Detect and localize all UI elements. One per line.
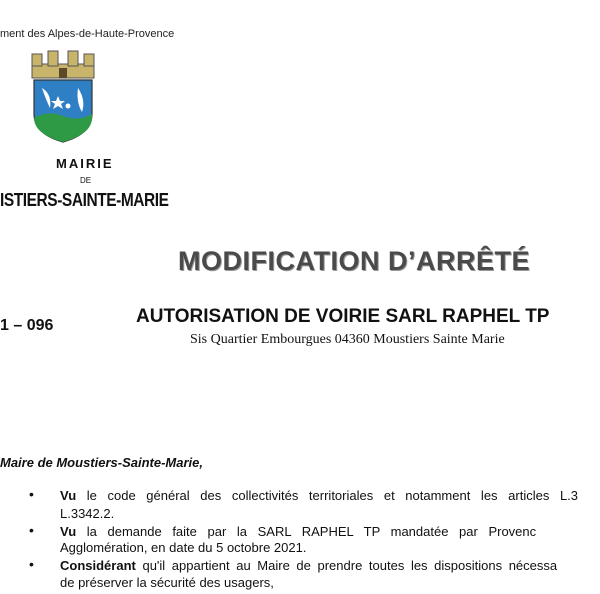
item-text-continued: de préserver la sécurité des usagers, xyxy=(60,575,274,590)
department-line: ment des Alpes-de-Haute-Provence xyxy=(0,28,175,40)
item-text-continued: L.3342.2. xyxy=(60,506,115,521)
document-address: Sis Quartier Embourgues 04360 Moustiers Sainte Marie xyxy=(190,332,505,347)
item-text: la demande faite par la SARL RAPHEL TP mandatée par Provenc xyxy=(86,524,537,539)
item-text: qu'il appartient au Maire de prendre toutes les dispositions nécessa xyxy=(142,558,558,573)
item-lead: Vu xyxy=(60,524,77,539)
list-item xyxy=(60,488,578,503)
item-text: le code général des collectivités territoriales et notamment les articles L.3 xyxy=(86,488,579,503)
item-lead: Considérant xyxy=(60,558,136,573)
mairie-label: MAIRIE xyxy=(56,156,114,171)
arrete-number: 1 – 096 xyxy=(0,317,54,334)
commune-name: ISTIERS-SAINTE-MARIE xyxy=(0,190,169,210)
preamble: Maire de Moustiers-Sainte-Marie, xyxy=(0,455,203,470)
bullet-icon: • xyxy=(29,522,34,538)
list-item xyxy=(60,524,536,539)
bullet-icon: • xyxy=(29,556,34,572)
document-title: MODIFICATION D’ARRÊTÉ xyxy=(178,246,530,276)
coat-of-arms-icon xyxy=(28,48,98,144)
item-text-continued: Agglomération, en date du 5 octobre 2021. xyxy=(60,540,307,555)
bullet-icon: • xyxy=(29,486,34,502)
de-label: DE xyxy=(80,176,92,185)
document-subject: AUTORISATION DE VOIRIE SARL RAPHEL TP xyxy=(136,306,550,327)
list-item xyxy=(60,558,557,573)
item-lead: Vu xyxy=(60,488,77,503)
